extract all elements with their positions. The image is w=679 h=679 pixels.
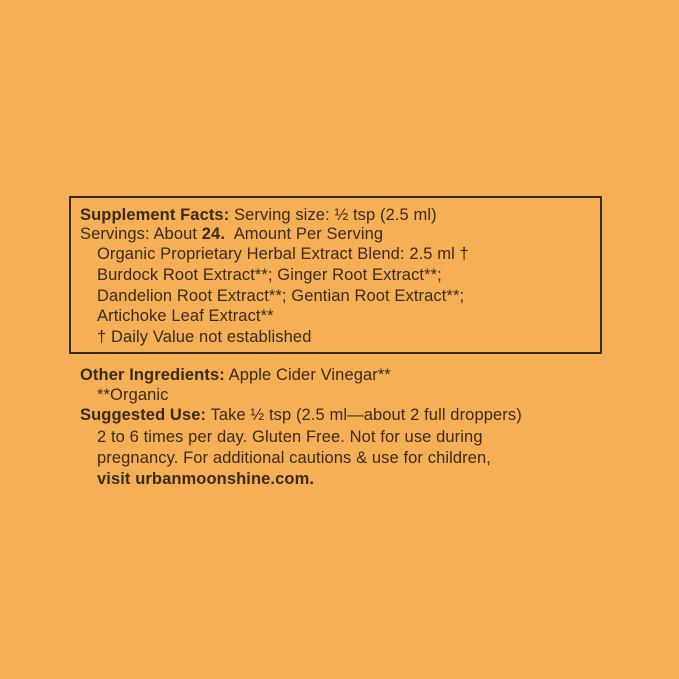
- servings-prefix: Servings: About: [80, 225, 198, 243]
- supplement-facts-line: [80, 205, 437, 225]
- ingredients-line-3: Artichoke Leaf Extract**: [97, 307, 274, 325]
- serving-size: Serving size: ½ tsp (2.5 ml): [234, 206, 437, 224]
- supplement-facts-heading: Supplement Facts:: [80, 206, 230, 224]
- suggested-use-line-3: pregnancy. For additional cautions & use for children,: [97, 449, 491, 467]
- blend-line: Organic Proprietary Herbal Extract Blend: 2.5 ml †: [97, 245, 469, 263]
- other-ingredients-value: Apple Cider Vinegar**: [228, 366, 391, 384]
- daily-value-note: † Daily Value not established: [97, 328, 312, 346]
- suggested-use-line: [80, 405, 522, 425]
- other-ingredients-line: [80, 365, 391, 385]
- servings-line: [80, 224, 383, 244]
- suggested-use-line-1: Take ½ tsp (2.5 ml—about 2 full droppers): [210, 406, 522, 424]
- amount-per-serving: Amount Per Serving: [233, 225, 384, 243]
- ingredients-line-1: Burdock Root Extract**; Ginger Root Extract**;: [97, 266, 442, 284]
- website-link: visit urbanmoonshine.com.: [97, 470, 315, 488]
- suggested-use-heading: Suggested Use:: [80, 406, 207, 424]
- other-ingredients-heading: Other Ingredients:: [80, 366, 225, 384]
- organic-note: **Organic: [97, 386, 169, 404]
- suggested-use-line-2: 2 to 6 times per day. Gluten Free. Not for use during: [97, 428, 483, 446]
- servings-count: 24.: [201, 225, 226, 243]
- ingredients-line-2: Dandelion Root Extract**; Gentian Root Extract**;: [97, 287, 465, 305]
